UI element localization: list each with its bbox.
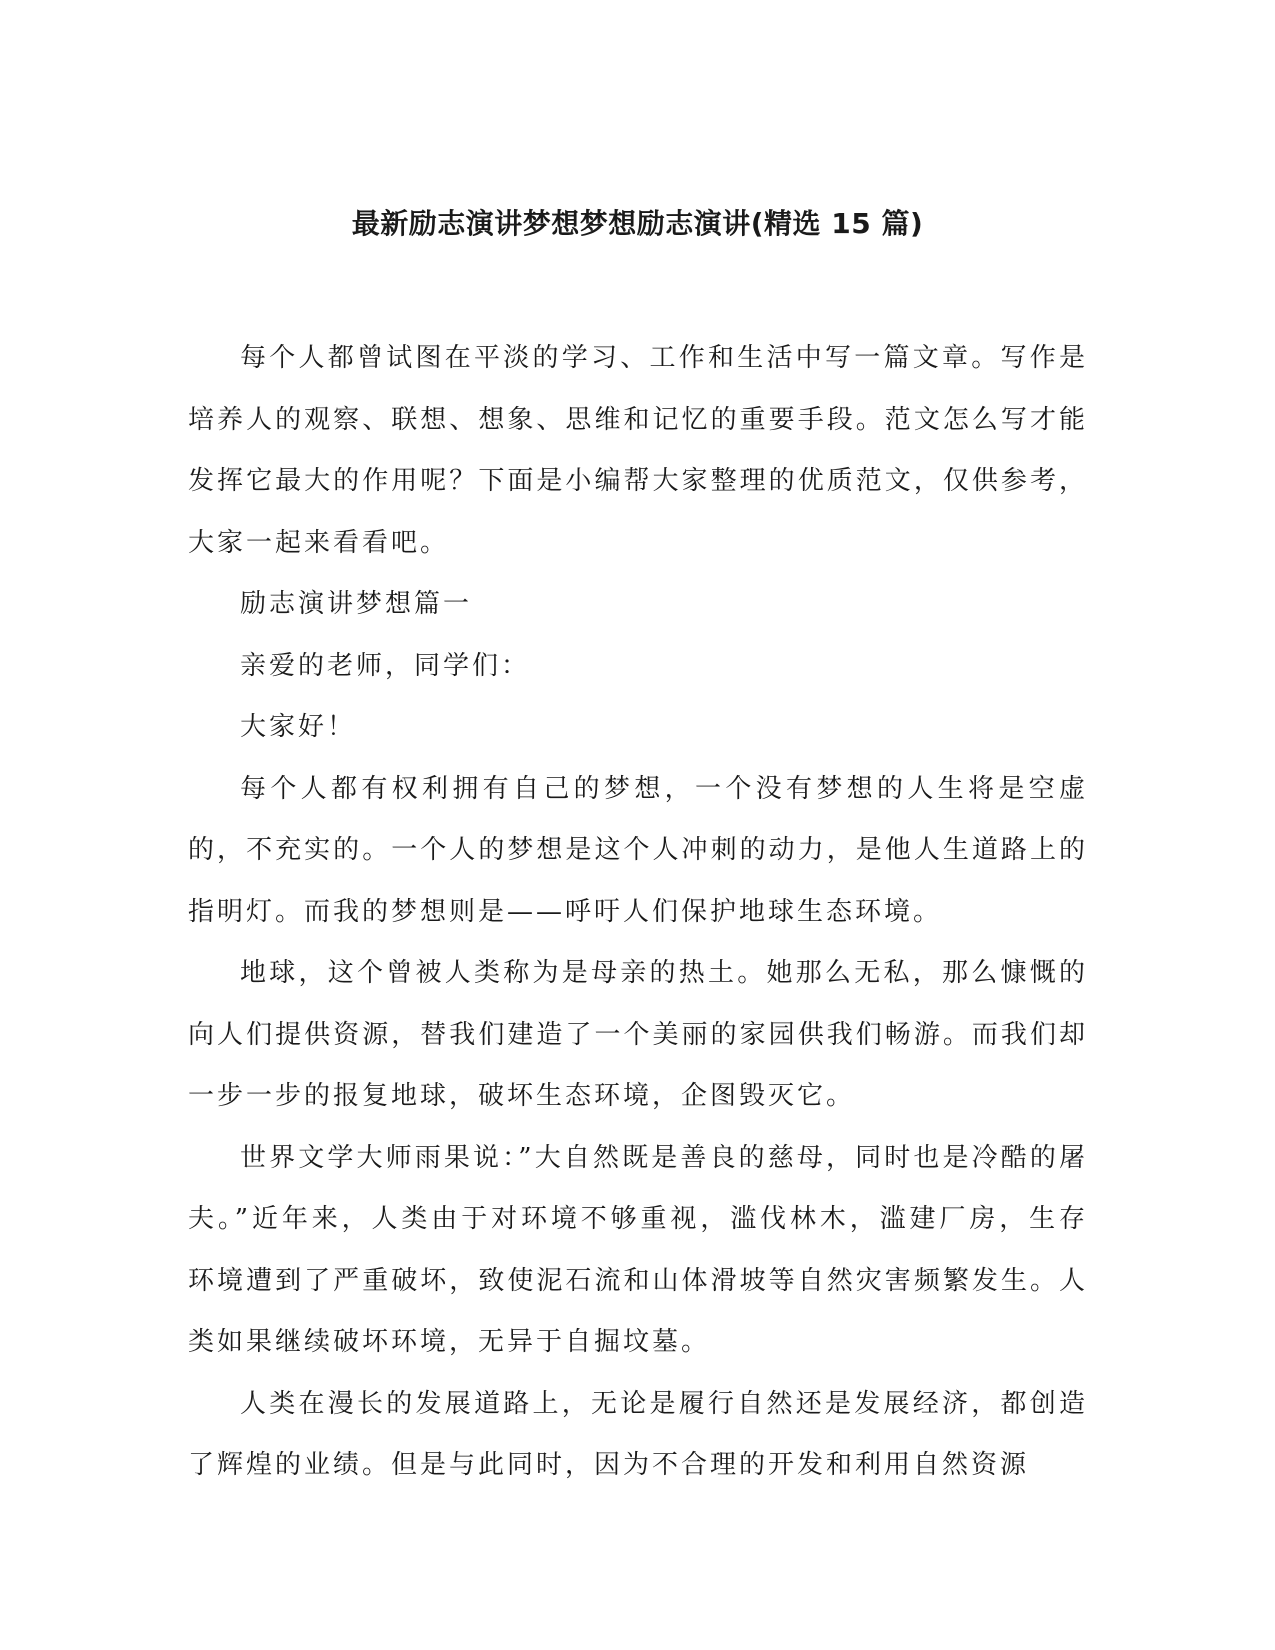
document-body [188, 328, 1088, 1497]
body-paragraph: 地球，这个曾被人类称为是母亲的热土。她那么无私，那么慷慨的向人们提供资源，替我们建造了一个美丽的家园供我们畅游。而我们却一步一步的报复地球，破坏生态环境，企图毁灭它。 [188, 958, 1088, 1111]
body-paragraph: 每个人都有权利拥有自己的梦想，一个没有梦想的人生将是空虚的，不充实的。一个人的梦想是这个人冲刺的动力，是他人生道路上的指明灯。而我的梦想则是——呼吁人们保护地球生态环境。 [188, 773, 1088, 927]
greeting: 大家好！ [240, 712, 357, 742]
section-heading: 励志演讲梦想篇一 [240, 589, 473, 619]
body-paragraph: 人类在漫长的发展道路上，无论是履行自然还是发展经济，都创造了辉煌的业绩。但是与此同时，因为不合理的开发和利用自然资源 [188, 1388, 1088, 1480]
intro-paragraph: 每个人都曾试图在平淡的学习、工作和生活中写一篇文章。写作是培养人的观察、联想、想象、思维和记忆的重要手段。范文怎么写才能发挥它最大的作用呢？下面是小编帮大家整理的优质范文，仅供参考，大家一起来看看吧。 [188, 343, 1088, 558]
salutation: 亲爱的老师，同学们： [240, 650, 531, 681]
document-title: 最新励志演讲梦想梦想励志演讲(精选 15 篇) [351, 207, 924, 240]
body-paragraph: 世界文学大师雨果说：”大自然既是善良的慈母，同时也是冷酷的屠夫。”近年来，人类由于对环境不够重视，滥伐林木，滥建厂房，生存环境遭到了严重破坏，致使泥石流和山体滑坡等自然灾害频繁发生。人类如果继续破坏环境，无异于自掘坟墓。 [188, 1142, 1088, 1357]
